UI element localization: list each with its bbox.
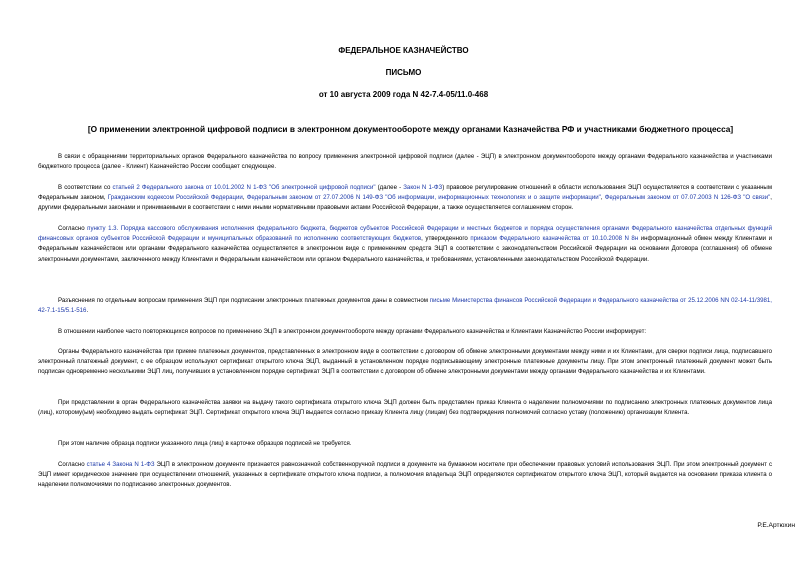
text: информационный обмен между Клиентами и Федеральным казначейством или органами Федерального казначейства осуществляется в электронном виде с применением средств ЭЦП в соответствии с законодательством Российской Федерации на основании Договора (соглашения) об обмене электронными документами, заключенного между Клиентами и Федеральным казначейством или органом Федерального казначейства, и требованиями, установленными законодательством Российской Федерации. xyxy=(38,235,773,263)
link-treasury-order-8n[interactable]: приказом Федерального казначейства от 10.10.2008 N 8н xyxy=(470,235,639,243)
link-law-1fz-art2[interactable]: статьей 2 Федерального закона от 10.01.2002 N 1-ФЗ "Об электронной цифровой подписи" xyxy=(112,184,376,191)
text: (далее - xyxy=(375,184,404,191)
paragraph-2 xyxy=(38,183,772,214)
text: . xyxy=(86,307,89,315)
link-law-1fz-art4[interactable]: статье 4 Закона N 1-ФЗ xyxy=(86,461,155,468)
link-law-126fz[interactable]: Федеральным законом от 07.07.2003 N 126-ФЗ "О связи" xyxy=(604,194,771,202)
link-law-149fz[interactable]: Федеральным законом от 27.07.2006 N 149-ФЗ "Об информации, информационных технологиях и о защите информации" xyxy=(246,194,601,202)
text: В соответствии со xyxy=(58,184,113,191)
link-civil-code[interactable]: Гражданским кодексом Российской Федерации xyxy=(107,194,243,202)
link-law-1fz[interactable]: Закон N 1-ФЗ xyxy=(403,184,443,191)
document-subject: [О применении электронной цифровой подписи в электронном документообороте между органами Казначейства РФ и участниками бюджетного процесса] xyxy=(87,124,734,134)
text: Разъяснения по отдельным вопросам применения ЭЦП при подписании электронных платежных документов даны в совместном xyxy=(58,297,430,304)
link-cash-service-order[interactable]: пункту 1.3. Порядка кассового обслуживания исполнения федерального бюджета, бюджетов субъектов Российской Федерации и местных бюджетов и порядка осуществления органами Федерального казначейства отдельных функций финансовых органов субъектов Российской Федерации и муниципальных образований по исполнению соответствующих бюджетов xyxy=(38,225,772,243)
document-type: ПИСЬМО xyxy=(385,68,422,77)
text: ЭЦП в электронном документе признается равнозначной собственноручной подписи в документе на бумажном носителе при обеспечении правовых условий использования ЭЦП. При этом электронный документ с ЭЦП имеет юридическое значение при осуществлении отношений, указанных в сертификате открытого ключа подписи, а полномочия владельца ЭЦП определяются сертификатом открытого ключа ЭЦП, который выдается на основании приказа клиента о наделении полномочиями по подписанию электронных документов. xyxy=(38,461,772,489)
paragraph-6: Органы Федерального казначейства при приеме платежных документов, представленных в электронном виде в соответствии с договором об обмене электронными документами между ними и их Клиентами, для сверки подписи лица, подписавшего электронный платежный документ, с ее образцом используют сертификат открытого ключа ЭЦП, выданный в установленном порядке подписывающему электронные платежные документы лицу. При этом электронный платежный документ может быть подписан одновременно несколькими ЭЦП лиц, получивших в установленном порядке сертификат ЭЦП в соответствии с договором об обмене электронными документами между органами Федерального казначейства и их Клиентами. xyxy=(38,348,772,376)
paragraph-4 xyxy=(38,296,772,316)
signature: Р.Е.Артюхин xyxy=(757,522,795,529)
text: Согласно xyxy=(58,461,87,468)
paragraph-8: При этом наличие образца подписи указанного лица (лиц) в карточке образцов подписей не требуется. xyxy=(58,440,352,447)
paragraph-9 xyxy=(38,460,772,491)
text: , xyxy=(242,194,247,202)
text: Согласно xyxy=(58,225,88,232)
text: , другими федеральными законами и принимаемыми в соответствии с ними иными нормативными правовыми актами Российской Федерации, а также осуществляется соглашением сторон. xyxy=(38,194,772,212)
text: , xyxy=(600,194,605,202)
org-name: ФЕДЕРАЛЬНОЕ КАЗНАЧЕЙСТВО xyxy=(338,46,469,55)
paragraph-1: В связи с обращениями территориальных органов Федерального казначейства по вопросу применения электронной цифровой подписи (далее - ЭЦП) в электронном документообороте между органами Федерального казначейства и участниками бюджетного процесса (далее - Клиент) Казначейство России сообщает следующее. xyxy=(38,153,772,171)
text: , утвержденного xyxy=(421,235,471,243)
text: ) правовое регулирование отношений в области использования ЭЦП осуществляется в соответствии с указанным Федеральным законом, xyxy=(38,184,773,202)
paragraph-5: В отношении наиболее часто повторяющихся вопросов по применению ЭЦП в электронном документообороте между органами Федерального казначейства и Клиентами Казначейство России информирует: xyxy=(58,328,647,335)
link-minfin-letter[interactable]: письме Министерства финансов Российской Федерации и Федерального казначейства от 25.12.2006 NN 02-14-11/3981, 42-7.1-15/5.1-516 xyxy=(38,297,772,315)
paragraph-3 xyxy=(38,224,772,265)
document-date-number: от 10 августа 2009 года N 42-7.4-05/11.0-468 xyxy=(318,90,489,99)
paragraph-7: При представлении в орган Федерального казначейства заявки на выдачу такого сертификата открытого ключа ЭЦП должен быть представлен приказ Клиента о наделении полномочиями по подписанию электронных платежных документов лица (лиц), которому(ым) необходимо выдать сертификат ЭЦП. Сертификат открытого ключа ЭЦП выдается согласно приказу Клиента лицу (лицам) без подтверждения полномочий согласно уставу (положению) организации Клиента. xyxy=(38,399,772,417)
